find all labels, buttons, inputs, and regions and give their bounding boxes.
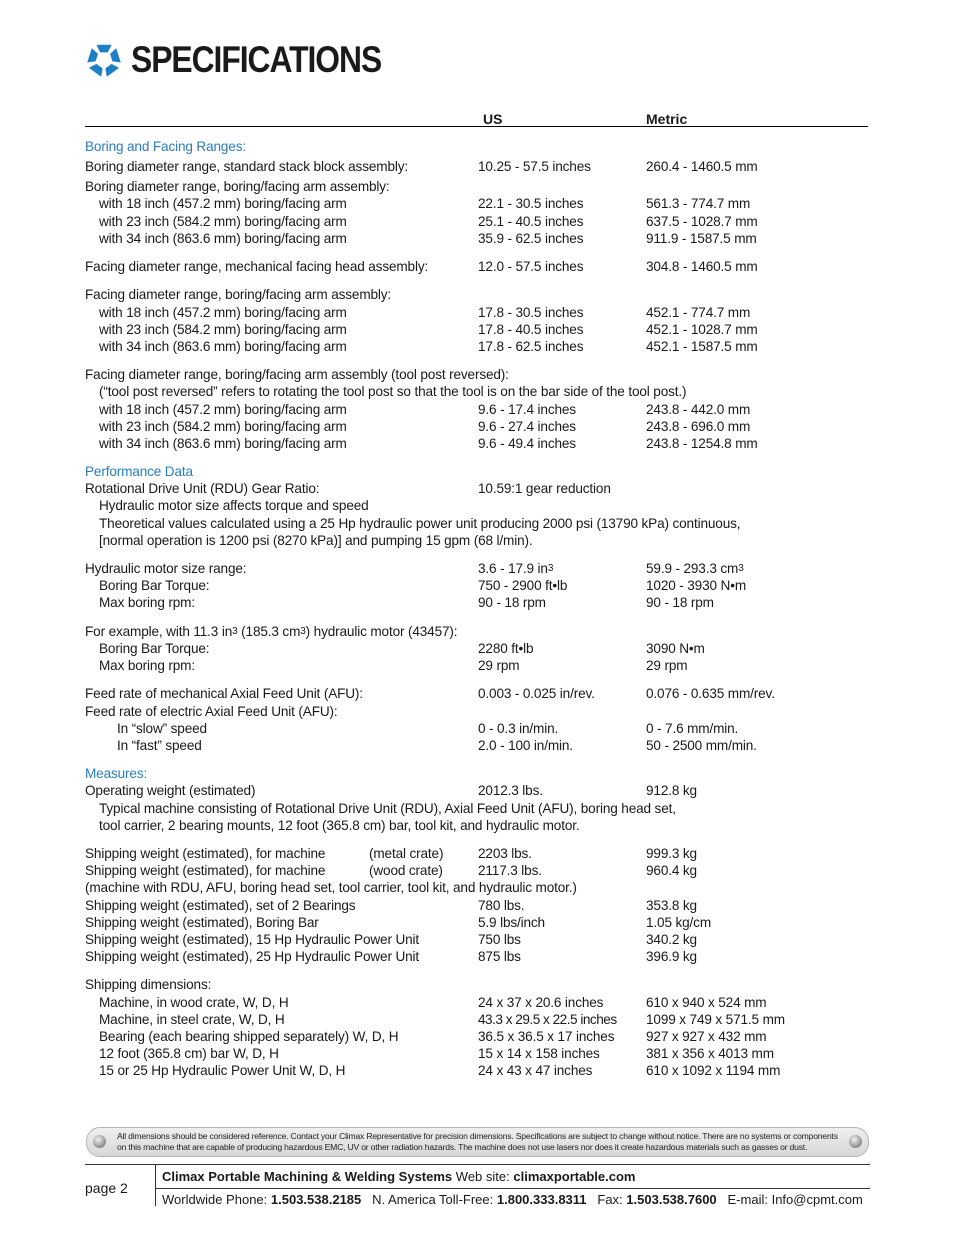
spec-row <box>85 213 868 230</box>
climax-logo-icon <box>85 41 123 79</box>
spec-row <box>85 720 868 737</box>
spec-metric-value: 243.8 - 696.0 mm <box>646 419 751 434</box>
spec-label: Max boring rpm: <box>99 595 195 610</box>
spec-row <box>85 1011 868 1028</box>
spec-label: Shipping dimensions: <box>85 977 212 992</box>
spec-label: Machine, in wood crate, W, D, H <box>99 995 289 1010</box>
tollfree-number: 1.800.333.8311 <box>496 1192 587 1207</box>
spec-metric-value: 452.1 - 1028.7 mm <box>646 322 758 337</box>
spec-label: Shipping weight (estimated), for machine <box>85 846 326 861</box>
spec-label: with 18 inch (457.2 mm) boring/facing arm <box>99 196 347 211</box>
spec-metric-value: 999.3 kg <box>646 846 697 861</box>
footer-divider <box>155 1164 156 1206</box>
section-heading: Measures: <box>85 766 148 781</box>
spec-label: with 34 inch (863.6 mm) boring/facing arm <box>99 436 347 451</box>
spec-row <box>85 338 868 355</box>
spec-row <box>85 286 868 303</box>
spec-us-value: 25.1 - 40.5 inches <box>478 214 584 229</box>
spec-row <box>85 948 868 965</box>
spec-metric-value: 304.8 - 1460.5 mm <box>646 259 758 274</box>
spec-row <box>85 258 868 275</box>
spec-note: (machine with RDU, AFU, boring head set, tool carrier, tool kit, and hydraulic motor.) <box>85 880 577 895</box>
spec-label: Boring diameter range, boring/facing arm assembly: <box>85 179 390 194</box>
spec-note: (“tool post reversed” refers to rotating the tool post so that the tool is on the bar side of the tool post.) <box>99 384 687 399</box>
page-title: SPECIFICATIONS <box>131 39 382 80</box>
spec-metric-value: 396.9 kg <box>646 949 697 964</box>
spec-label: with 23 inch (584.2 mm) boring/facing arm <box>99 214 347 229</box>
spec-label: with 23 inch (584.2 mm) boring/facing arm <box>99 322 347 337</box>
spec-row <box>85 366 868 383</box>
company-name: Climax Portable Machining & Welding Systems <box>162 1169 453 1184</box>
spec-row <box>85 594 868 611</box>
spec-label: Shipping weight (estimated), 15 Hp Hydraulic Power Unit <box>85 932 420 947</box>
spec-row <box>85 685 868 702</box>
spec-us-value: 2280 ft•lb <box>478 641 534 656</box>
spec-note: tool carrier, 2 bearing mounts, 12 foot (365.8 cm) bar, tool kit, and hydraulic motor. <box>99 818 580 833</box>
spec-metric-value: 260.4 - 1460.5 mm <box>646 159 758 174</box>
spec-row <box>85 640 868 657</box>
spec-row <box>85 914 868 931</box>
spec-label: Rotational Drive Unit (RDU) Gear Ratio: <box>85 481 320 496</box>
spec-metric-value: 1020 - 3930 N•m <box>646 578 746 593</box>
spec-row <box>85 931 868 948</box>
spec-label: Boring Bar Torque: <box>99 641 210 656</box>
spec-metric-value: 1099 x 749 x 571.5 mm <box>646 1012 785 1027</box>
spec-label: with 34 inch (863.6 mm) boring/facing arm <box>99 231 347 246</box>
spec-metric-value: 0 - 7.6 mm/min. <box>646 721 739 736</box>
spec-row <box>85 737 868 754</box>
spec-label: with 18 inch (457.2 mm) boring/facing arm <box>99 305 347 320</box>
spec-label: Shipping weight (estimated), Boring Bar <box>85 915 319 930</box>
spec-label: 15 or 25 Hp Hydraulic Power Unit W, D, H <box>99 1063 346 1078</box>
spec-row <box>85 560 868 577</box>
spec-row <box>85 994 868 1011</box>
spec-label: Bearing (each bearing shipped separately) W, D, H <box>99 1029 399 1044</box>
spec-label: In “slow” speed <box>117 721 207 736</box>
spec-us-value: 750 - 2900 ft•lb <box>478 578 568 593</box>
footer-company-line: Climax Portable Machining & Welding Systems Web site: climaxportable.com <box>162 1169 636 1184</box>
spec-us-value: 2.0 - 100 in/min. <box>478 738 573 753</box>
spec-row <box>85 1028 868 1045</box>
spec-metric-value: 610 x 1092 x 1194 mm <box>646 1063 781 1078</box>
spec-us-value: 2012.3 lbs. <box>478 783 543 798</box>
disclaimer-text: All dimensions should be considered reference. Contact your Climax Representative for precision dimensions. Specifications are subject to change without notice. There are no systems or components on this machine that are capable of producing hazardous EMC, UV or other radiation hazards. The machine does not use lasers nor does it create hazardous materials such as gasses or dust. <box>117 1131 838 1152</box>
spec-us-value: 29 rpm <box>478 658 520 673</box>
spec-metric-value: 1.05 kg/cm <box>646 915 711 930</box>
section-heading: Boring and Facing Ranges: <box>85 139 246 154</box>
spec-label: Shipping weight (estimated), for machine <box>85 863 326 878</box>
spec-metric-value: 29 rpm <box>646 658 688 673</box>
spec-row <box>85 480 868 497</box>
spec-note: Typical machine consisting of Rotational Drive Unit (RDU), Axial Feed Unit (AFU), boring head set, <box>99 801 676 816</box>
spec-label: Boring Bar Torque: <box>99 578 210 593</box>
spec-metric-value: 90 - 18 rpm <box>646 595 714 610</box>
spec-metric-value: 353.8 kg <box>646 898 697 913</box>
spec-metric-value: 59.9 - 293.3 $cm^3$ <box>646 561 744 576</box>
spec-us-value: 10.25 - 57.5 inches <box>478 159 591 174</box>
spec-row <box>85 515 868 532</box>
spec-us-value: 15 x 14 x 158 inches <box>478 1046 600 1061</box>
spec-label: Boring diameter range, standard stack block assembly: <box>85 159 408 174</box>
spec-us-value: 22.1 - 30.5 inches <box>478 196 584 211</box>
spec-us-value: 2203 lbs. <box>478 846 532 861</box>
spec-row <box>85 577 868 594</box>
spec-label: with 23 inch (584.2 mm) boring/facing arm <box>99 419 347 434</box>
footer-rule <box>155 1188 870 1189</box>
spec-row <box>85 497 868 514</box>
email-link[interactable]: Info@cpmt.com <box>771 1192 863 1207</box>
spec-us-value: 17.8 - 30.5 inches <box>478 305 584 320</box>
spec-row <box>85 976 868 993</box>
spec-row <box>85 657 868 674</box>
website-link[interactable]: climaxportable.com <box>513 1169 636 1184</box>
spec-metric-value: 960.4 kg <box>646 863 697 878</box>
spec-metric-value: 912.8 kg <box>646 783 697 798</box>
spec-us-value: 90 - 18 rpm <box>478 595 546 610</box>
spec-label: For example, with 11.3 $in^3$ (185.3 $cm^3$) hydraulic motor (43457): <box>85 624 458 639</box>
spec-us-value: 17.8 - 40.5 inches <box>478 322 584 337</box>
section-heading: Performance Data <box>85 464 193 479</box>
spec-label: In “fast” speed <box>117 738 202 753</box>
spec-row <box>85 782 868 799</box>
spec-row <box>85 845 868 862</box>
spec-label: Shipping weight (estimated), set of 2 Bearings <box>85 898 356 913</box>
phone-number: 1.503.538.2185 <box>270 1192 362 1207</box>
spec-us-value: 2117.3 lbs. <box>478 863 542 878</box>
spec-row <box>85 1045 868 1062</box>
spec-metric-value: 452.1 - 1587.5 mm <box>646 339 758 354</box>
spec-label: Facing diameter range, boring/facing arm assembly: <box>85 287 392 302</box>
spec-us-value: 36.5 x 36.5 x 17 inches <box>478 1029 615 1044</box>
spec-label: Shipping weight (estimated), 25 Hp Hydraulic Power Unit <box>85 949 420 964</box>
spec-us-value: 780 lbs. <box>478 898 525 913</box>
fax-number: 1.503.538.7600 <box>626 1192 717 1207</box>
spec-row <box>85 897 868 914</box>
spec-note: [normal operation is 1200 psi (8270 kPa)] and pumping 15 gpm (68 l/min). <box>99 533 533 548</box>
spec-us-value: 9.6 - 49.4 inches <box>478 436 576 451</box>
spec-row <box>85 178 868 195</box>
spec-row <box>85 703 868 720</box>
header-rule <box>85 126 868 127</box>
spec-row <box>85 817 868 834</box>
rivet-icon <box>849 1135 862 1148</box>
spec-metric-value: 50 - 2500 mm/min. <box>646 738 757 753</box>
spec-label: Hydraulic motor size range: <box>85 561 247 576</box>
spec-metric-value: 911.9 - 1587.5 mm <box>646 231 757 246</box>
spec-label: with 18 inch (457.2 mm) boring/facing arm <box>99 402 347 417</box>
spec-metric-value: 452.1 - 774.7 mm <box>646 305 751 320</box>
spec-metric-value: 0.076 - 0.635 mm/rev. <box>646 686 775 701</box>
spec-us-value: 750 lbs <box>478 932 521 947</box>
spec-label: Feed rate of electric Axial Feed Unit (AFU): <box>85 704 338 719</box>
spec-row <box>85 158 868 175</box>
spec-metric-value: 381 x 356 x 4013 mm <box>646 1046 774 1061</box>
spec-label: Facing diameter range, mechanical facing head assembly: <box>85 259 429 274</box>
spec-us-value: 875 lbs <box>478 949 521 964</box>
spec-us-value: 0 - 0.3 in/min. <box>478 721 559 736</box>
spec-qualifier: (metal crate) <box>369 846 444 861</box>
spec-metric-value: 637.5 - 1028.7 mm <box>646 214 758 229</box>
spec-us-value: 3.6 - 17.9 $in^3$ <box>478 561 554 576</box>
spec-row <box>85 195 868 212</box>
spec-row <box>85 1062 868 1079</box>
spec-us-value: 10.59:1 gear reduction <box>478 481 611 496</box>
spec-metric-value: 3090 N•m <box>646 641 705 656</box>
spec-row <box>85 401 868 418</box>
spec-row <box>85 623 868 640</box>
page-number: page 2 <box>85 1180 128 1196</box>
rivet-icon <box>93 1135 106 1148</box>
spec-us-value: 9.6 - 17.4 inches <box>478 402 576 417</box>
us-column-header: US <box>483 111 503 127</box>
spec-note: Hydraulic motor size affects torque and speed <box>99 498 369 513</box>
spec-label: Facing diameter range, boring/facing arm assembly (tool post reversed): <box>85 367 509 382</box>
spec-row <box>85 879 868 896</box>
spec-row <box>85 435 868 452</box>
spec-metric-value: 927 x 927 x 432 mm <box>646 1029 767 1044</box>
spec-us-value: 24 x 37 x 20.6 inches <box>478 995 604 1010</box>
spec-metric-value: 243.8 - 442.0 mm <box>646 402 751 417</box>
spec-label: Feed rate of mechanical Axial Feed Unit (AFU): <box>85 686 363 701</box>
spec-metric-value: 340.2 kg <box>646 932 697 947</box>
spec-row <box>85 800 868 817</box>
spec-us-value: 9.6 - 27.4 inches <box>478 419 576 434</box>
spec-label: with 34 inch (863.6 mm) boring/facing arm <box>99 339 347 354</box>
spec-us-value: 43.3 x 29.5 x 22.5 inches <box>478 1012 617 1027</box>
spec-label: Max boring rpm: <box>99 658 195 673</box>
spec-note: Theoretical values calculated using a 25 Hp hydraulic power unit producing 2000 psi (13790 kPa) continuous, <box>99 516 741 531</box>
footer-rule <box>85 1164 870 1165</box>
spec-row <box>85 304 868 321</box>
spec-us-value: 17.8 - 62.5 inches <box>478 339 584 354</box>
spec-row <box>85 321 868 338</box>
spec-row <box>85 230 868 247</box>
spec-us-value: 5.9 lbs/inch <box>478 915 545 930</box>
spec-metric-value: 610 x 940 x 524 mm <box>646 995 767 1010</box>
spec-label: Operating weight (estimated) <box>85 783 256 798</box>
spec-us-value: 35.9 - 62.5 inches <box>478 231 584 246</box>
spec-us-value: 0.003 - 0.025 in/rev. <box>478 686 595 701</box>
metric-column-header: Metric <box>646 111 688 127</box>
spec-metric-value: 561.3 - 774.7 mm <box>646 196 751 211</box>
footer-contact-line: Worldwide Phone: 1.503.538.2185 N. America Toll-Free: 1.800.333.8311 Fax: 1.503.538.7600 E-mail: Info@cpmt.com <box>162 1192 863 1207</box>
spec-row <box>85 418 868 435</box>
spec-row <box>85 383 868 400</box>
spec-row <box>85 862 868 879</box>
spec-qualifier: (wood crate) <box>369 863 443 878</box>
spec-row <box>85 532 868 549</box>
spec-us-value: 24 x 43 x 47 inches <box>478 1063 593 1078</box>
spec-us-value: 12.0 - 57.5 inches <box>478 259 584 274</box>
disclaimer-banner <box>86 1127 869 1157</box>
page-header <box>85 38 422 82</box>
spec-metric-value: 243.8 - 1254.8 mm <box>646 436 758 451</box>
spec-label: Machine, in steel crate, W, D, H <box>99 1012 285 1027</box>
spec-label: 12 foot (365.8 cm) bar W, D, H <box>99 1046 279 1061</box>
